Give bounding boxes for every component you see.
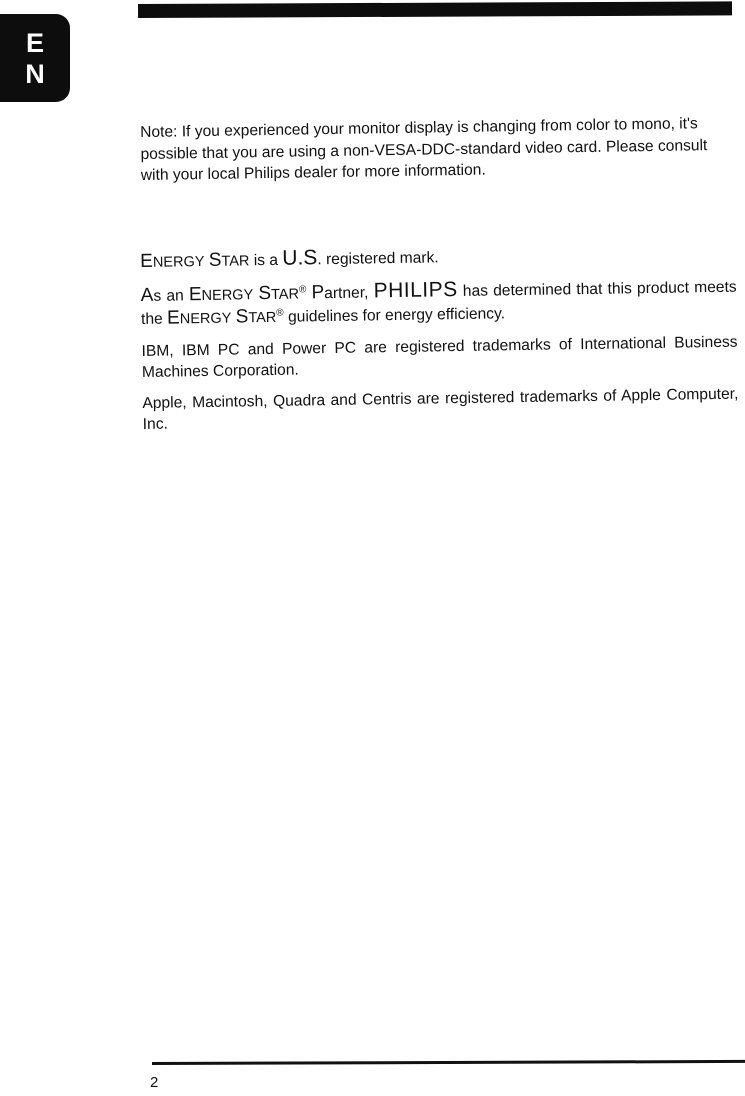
trademark-section	[140, 241, 739, 445]
is-a-text: is a	[249, 251, 283, 270]
language-letter-e: E	[25, 28, 44, 58]
partner-initial: P	[311, 281, 325, 303]
language-tab	[0, 14, 70, 102]
energy-initial-2: E	[188, 283, 202, 305]
star-rest-3: TAR	[248, 309, 277, 327]
note-section	[140, 113, 737, 187]
partner-rest: artner,	[324, 283, 374, 302]
page-number: 2	[150, 1074, 159, 1091]
energy-star-partner-paragraph	[141, 274, 738, 331]
registered-symbol-2: ®	[276, 307, 284, 319]
footer-rule	[152, 1060, 745, 1065]
as-rest: s an	[153, 286, 190, 305]
star-rest-2: TAR	[270, 286, 300, 303]
header-rule	[138, 1, 732, 18]
energy-rest-2: NERGY	[201, 286, 254, 304]
registered-mark-text: . registered mark.	[317, 249, 439, 269]
energy-rest: NERGY	[152, 253, 205, 271]
language-letter-n: N	[25, 59, 45, 89]
as-initial: A	[140, 284, 154, 306]
note-paragraph: Note: If you experienced your monitor display is changing from color to mono, it's possible that you are using a non-VESA-DDC-standard video card. Please consult with your local Philips dealer for more information.	[140, 115, 708, 184]
energy-star-mark-paragraph	[140, 241, 736, 275]
registered-symbol: ®	[298, 283, 307, 295]
determined-text: has determined that this product meets the	[140, 278, 737, 328]
energy-initial-3: E	[166, 307, 180, 329]
energy-rest-3: NERGY	[179, 310, 232, 328]
star-initial: S	[208, 249, 222, 271]
star-initial-2: S	[258, 282, 272, 304]
star-rest: TAR	[221, 253, 250, 270]
us-text: U.S	[282, 246, 318, 270]
energy-initial: E	[140, 250, 154, 272]
philips-wordmark: PHILIPS	[373, 277, 458, 302]
star-initial-3: S	[235, 306, 249, 328]
guidelines-text: guidelines for energy efficiency.	[283, 305, 506, 326]
apple-trademark-paragraph: Apple, Macintosh, Quadra and Centris are registered trademarks of Apple Computer, Inc.	[142, 385, 739, 433]
ibm-trademark-paragraph: IBM, IBM PC and Power PC are registered trademarks of International Business Machines Corporation.	[141, 333, 738, 381]
